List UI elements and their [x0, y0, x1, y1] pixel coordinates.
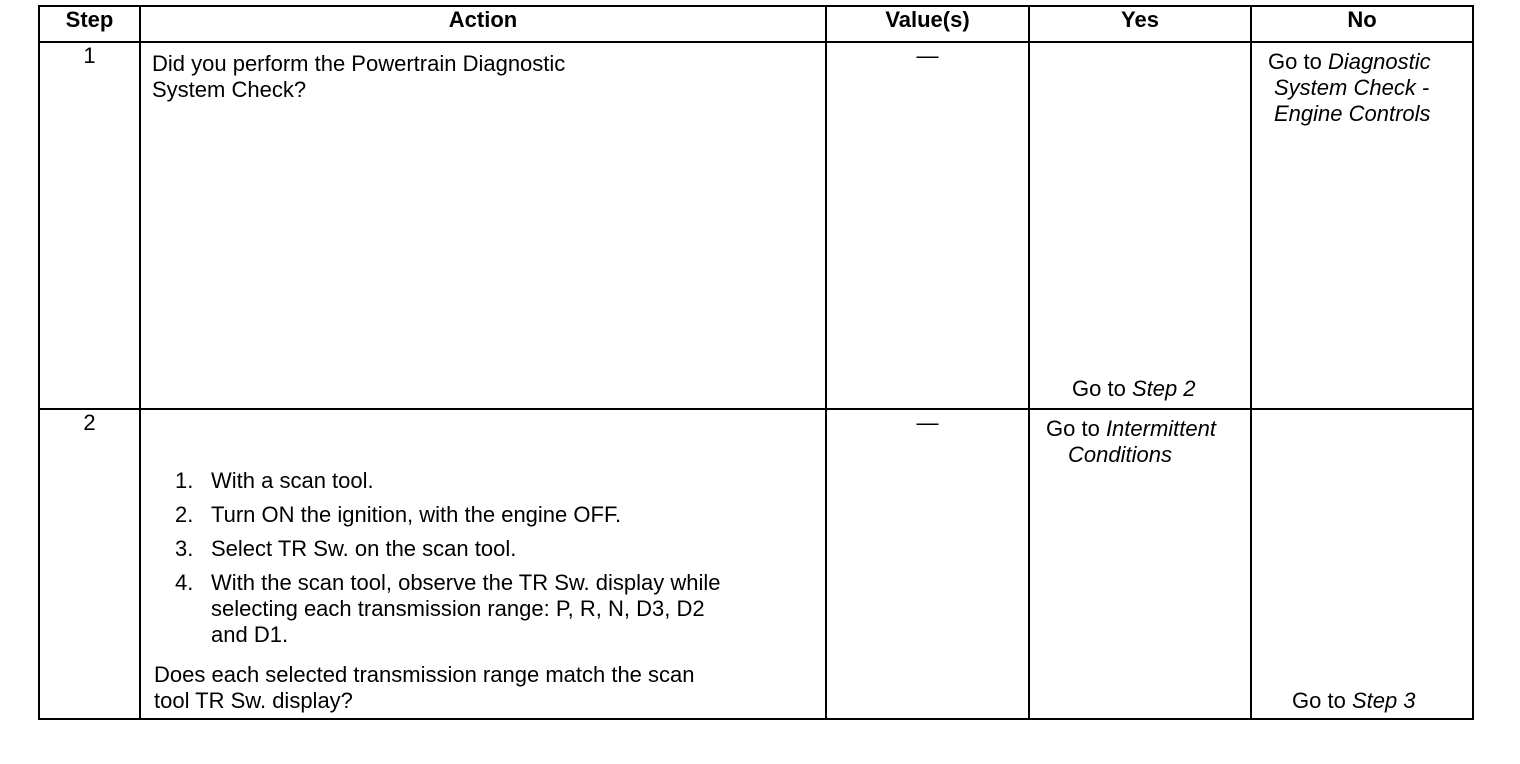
diagnostic-table — [38, 5, 1474, 720]
yes-prefix: Go to — [1072, 376, 1126, 401]
no-cell — [1251, 409, 1473, 719]
yes-prefix: Go to — [1046, 416, 1100, 441]
yes-cell — [1029, 409, 1251, 719]
step-cell — [39, 42, 140, 409]
list-item: 1. With a scan tool. — [175, 468, 374, 493]
action-text-line: Did you perform the Powertrain Diagnostic — [152, 51, 566, 76]
no-target[interactable]: Step 3 — [1351, 688, 1416, 713]
step-number: 2 — [83, 410, 96, 435]
no-target[interactable]: Engine Controls — [1274, 101, 1431, 126]
value-cell — [826, 42, 1029, 409]
yes-target[interactable]: Intermittent — [1105, 416, 1216, 441]
header-no: No — [1251, 6, 1473, 42]
yes-target[interactable]: Conditions — [1068, 442, 1172, 467]
no-target[interactable]: System Check - — [1274, 75, 1430, 100]
yes-cell — [1029, 42, 1251, 409]
yes-target[interactable]: Step 2 — [1131, 376, 1196, 401]
action-steps-list — [141, 468, 825, 656]
no-cell — [1251, 42, 1473, 409]
table-header-row — [39, 6, 1473, 42]
value-dash: — — [916, 410, 939, 435]
table-row — [39, 409, 1473, 719]
header-values: Value(s) — [826, 6, 1029, 42]
table-row — [39, 42, 1473, 409]
no-target[interactable]: Diagnostic — [1327, 49, 1431, 74]
header-yes: Yes — [1029, 6, 1251, 42]
header-action: Action — [140, 6, 826, 42]
value-cell — [826, 409, 1029, 719]
no-prefix: Go to — [1268, 49, 1322, 74]
step-cell — [39, 409, 140, 719]
step-number: 1 — [83, 43, 96, 68]
action-question: Does each selected transmission range match the scan tool TR Sw. display? — [154, 662, 695, 713]
value-dash: — — [916, 43, 939, 68]
list-item: 2. Turn ON the ignition, with the engine OFF. — [175, 502, 622, 527]
no-prefix: Go to — [1292, 688, 1346, 713]
list-item: 3. Select TR Sw. on the scan tool. — [175, 536, 517, 561]
action-cell — [140, 42, 826, 409]
action-cell — [140, 409, 826, 719]
action-text-line: System Check? — [152, 77, 307, 102]
list-item: 4. With the scan tool, observe the TR Sw. display while selecting each transmission range: P, R, N, D3, D2 and D1. — [175, 570, 721, 647]
header-step: Step — [39, 6, 140, 42]
